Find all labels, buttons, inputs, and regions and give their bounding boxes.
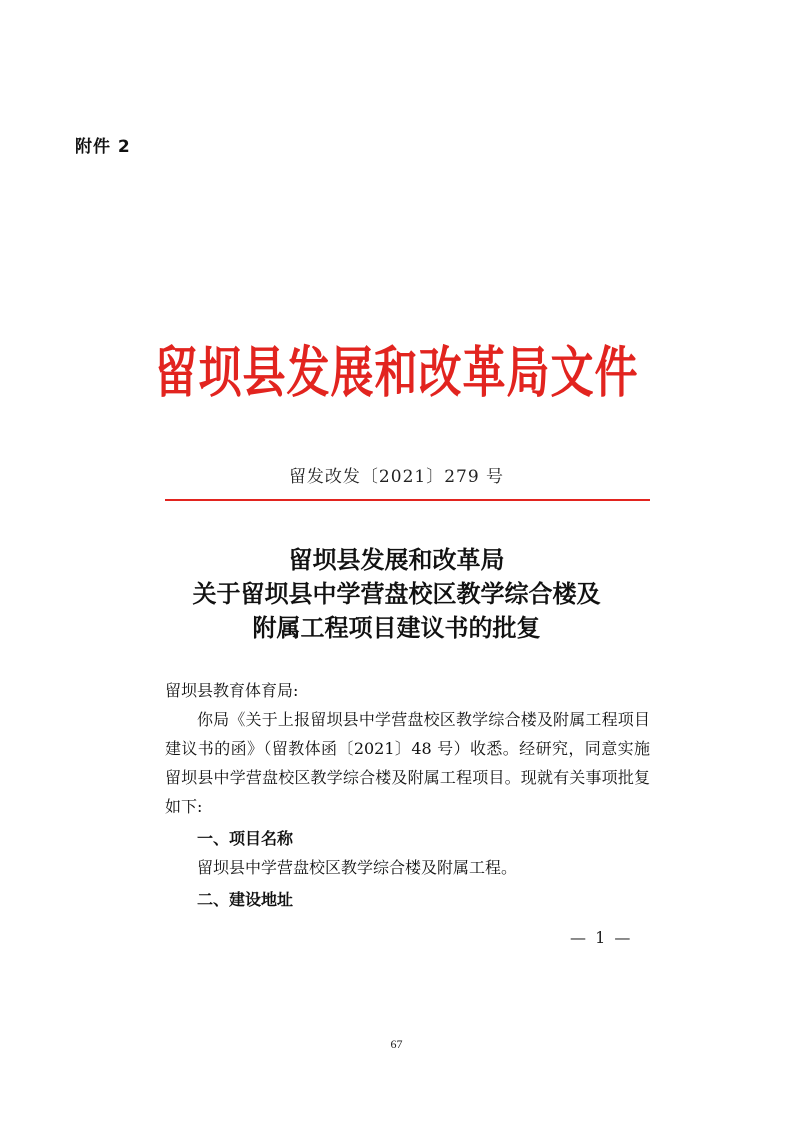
section-content-project-name: 留坝县中学营盘校区教学综合楼及附属工程。 <box>197 858 518 877</box>
intro-paragraph: 你局《关于上报留坝县中学营盘校区教学综合楼及附属工程项目建议书的函》（留教体函〔2021〕48 号）收悉。经研究，同意实施留坝县中学营盘校区教学综合楼及附属工程项目。现就有关事项批复如下: <box>165 710 650 816</box>
header-divider-line <box>165 499 650 501</box>
issuer-header-title: 留坝县发展和改革局文件 <box>154 341 639 406</box>
title-line-1: 留坝县发展和改革局 <box>288 545 505 574</box>
section-heading-project-name: 一、项目名称 <box>197 829 294 848</box>
page-indicator: — 1 — <box>570 928 633 947</box>
document-body <box>165 676 650 914</box>
document-title <box>0 543 793 645</box>
attachment-label: 附件 2 <box>75 137 131 157</box>
recipient-line: 留坝县教育体育局: <box>165 681 299 700</box>
title-line-2: 关于留坝县中学营盘校区教学综合楼及 <box>192 579 601 608</box>
title-line-3: 附属工程项目建议书的批复 <box>252 613 541 642</box>
document-number: 留发改发〔2021〕279 号 <box>288 467 505 487</box>
sheet-number: 67 <box>390 1037 403 1051</box>
section-heading-construction-site: 二、建设地址 <box>197 890 294 909</box>
